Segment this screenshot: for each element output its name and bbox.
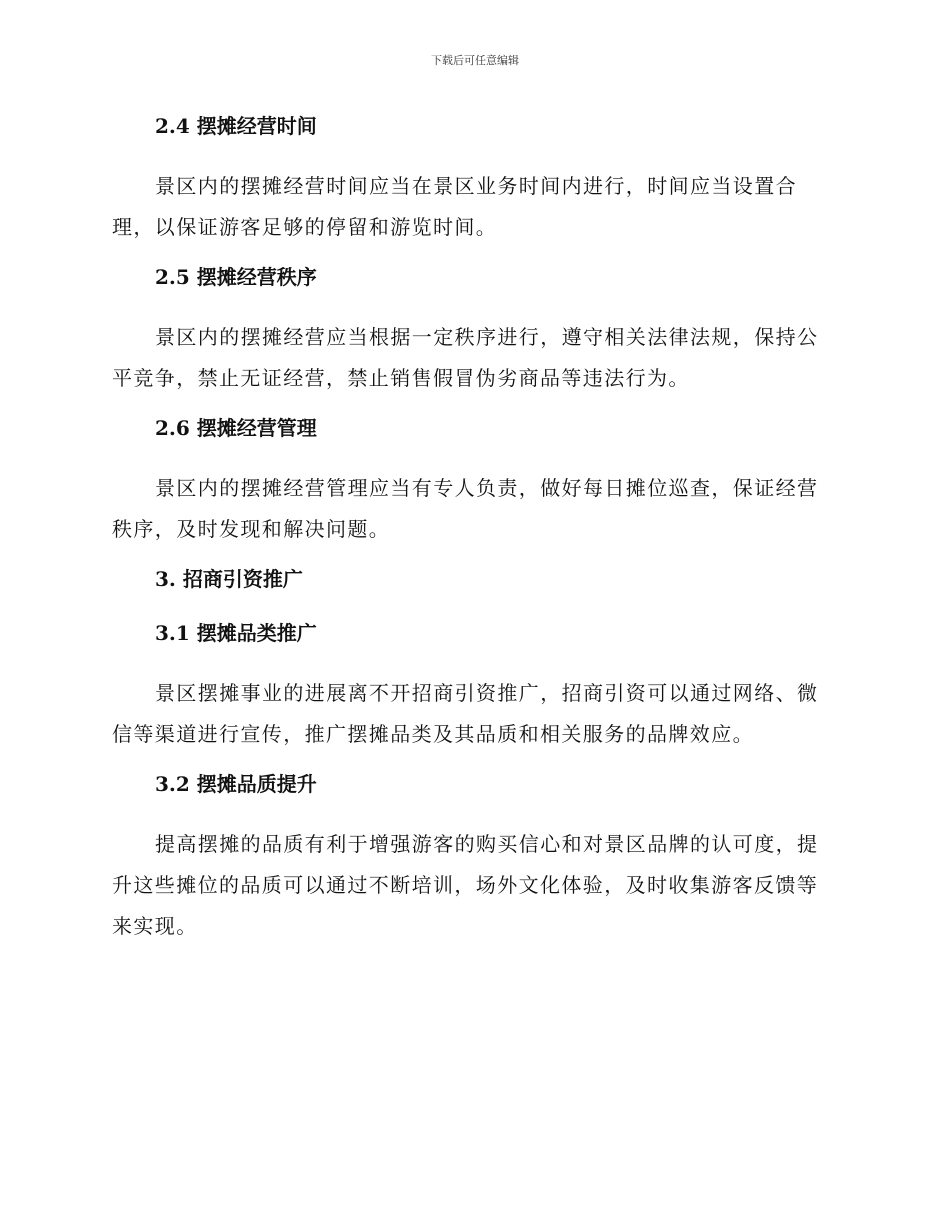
paragraph-stall-management: 景区内的摆摊经营管理应当有专人负责，做好每日摊位巡查，保证经营秩序，及时发现和解决问题。 [112, 476, 819, 541]
paragraph-category-promotion: 景区摆摊事业的进展离不开招商引资推广，招商引资可以通过网络、微信等渠道进行宣传，推广摆摊品类及其品质和相关服务的品牌效应。 [112, 681, 819, 746]
paragraph-stall-order: 景区内的摆摊经营应当根据一定秩序进行，遵守相关法律法规，保持公平竞争，禁止无证经营，禁止销售假冒伪劣商品等违法行为。 [112, 325, 819, 390]
page-header-note: 下载后可任意编辑 [431, 54, 519, 67]
paragraph-quality-improvement: 提高摆摊的品质有利于增强游客的购买信心和对景区品牌的认可度，提升这些摊位的品质可以通过不断培训，场外文化体验，及时收集游客反馈等来实现。 [112, 832, 819, 938]
heading-3-2-quality-improvement: 3.2 摆摊品质提升 [155, 772, 317, 796]
heading-2-4-stall-hours: 2.4 摆摊经营时间 [155, 114, 317, 138]
heading-2-6-stall-management: 2.6 摆摊经营管理 [155, 416, 317, 440]
heading-2-5-stall-order: 2.5 摆摊经营秩序 [155, 265, 317, 289]
paragraph-stall-hours: 景区内的摆摊经营时间应当在景区业务时间内进行，时间应当设置合理，以保证游客足够的停留和游览时间。 [112, 174, 797, 239]
heading-3-investment-promotion: 3. 招商引资推广 [155, 567, 303, 591]
heading-3-1-category-promotion: 3.1 摆摊品类推广 [155, 621, 317, 645]
document-body [112, 112, 832, 947]
